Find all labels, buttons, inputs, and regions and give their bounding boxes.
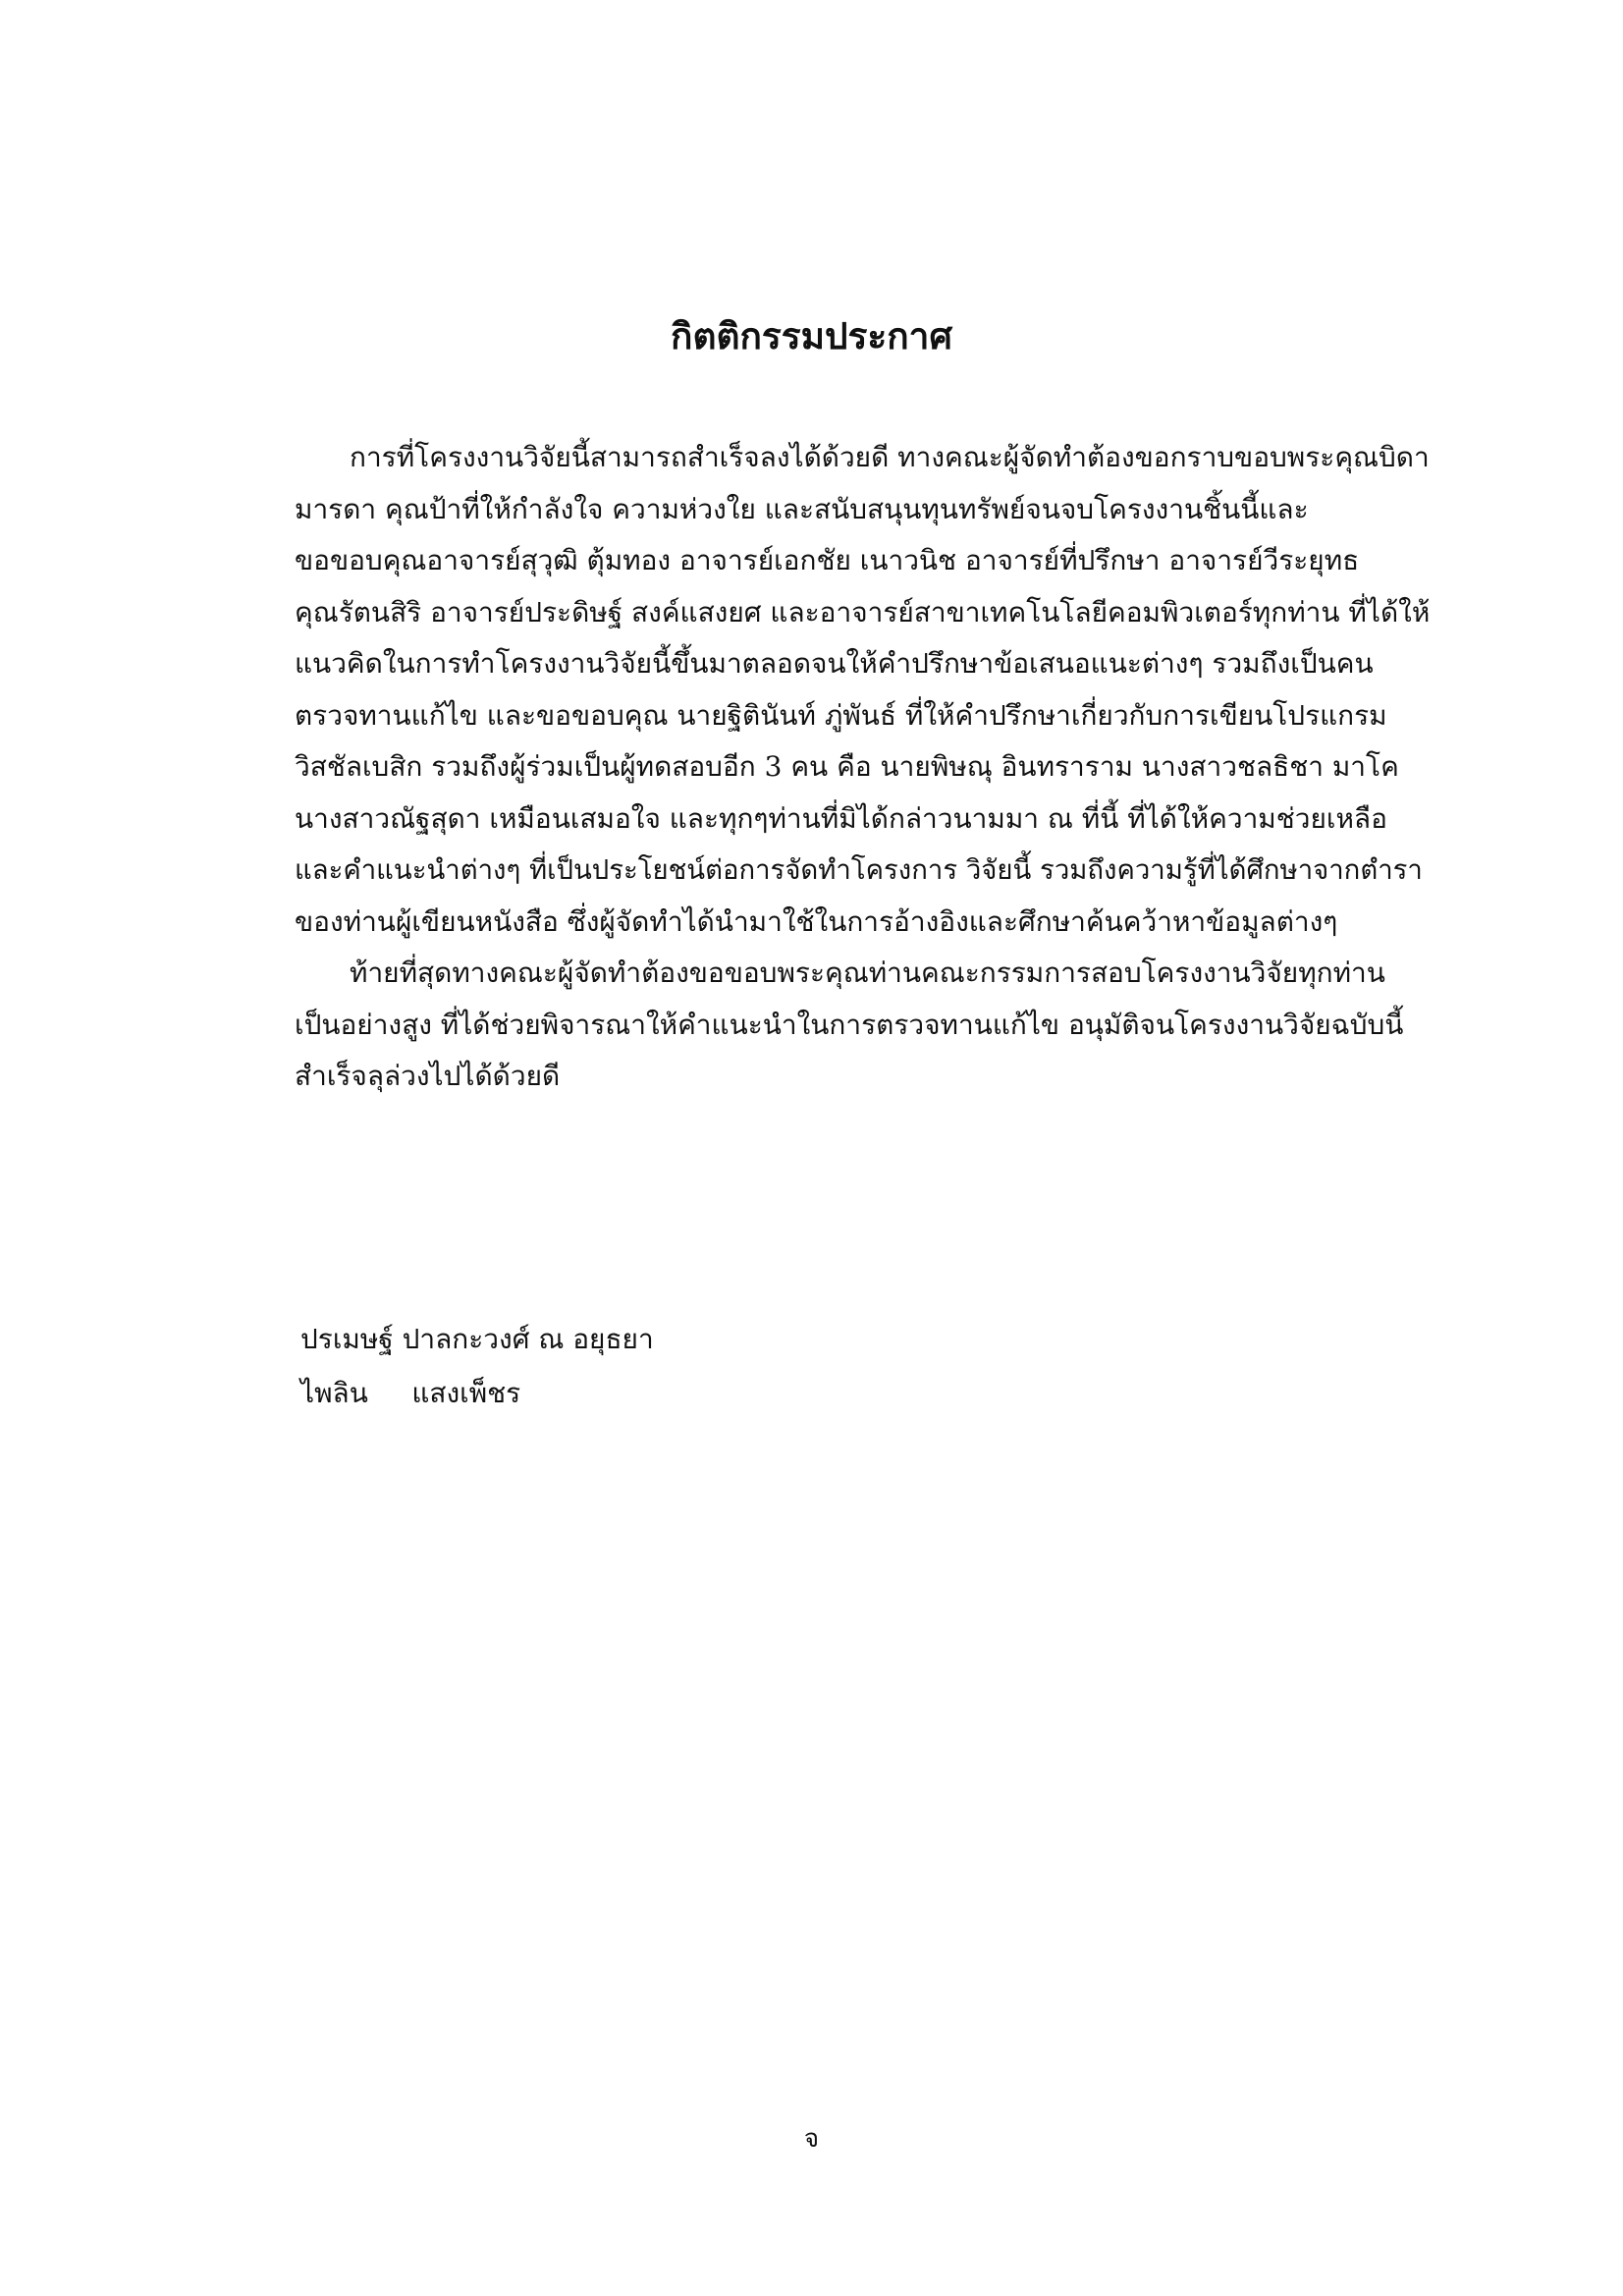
page-number: จ [803, 2124, 820, 2154]
paragraph-line: ของท่านผู้เขียนหนังสือ ซึ่งผู้จัดทำได้นำมาใช้ในการอ้างอิงและศึกษาค้นคว้าหาข้อมูลต่างๆ [295, 904, 1338, 938]
page-title: กิตติกรรมประกาศ [671, 314, 952, 357]
paragraph-line: วิสชัลเบสิก รวมถึงผู้ร่วมเป็นผู้ทดสอบอีก 3 คน คือ นายพิษณุ อินทราราม นางสาวชลธิชา มาโค [295, 750, 1399, 783]
acknowledgement-body [295, 432, 1434, 1103]
paragraph-line: นางสาวณัฐสุดา เหมือนเสมอใจ และทุกๆท่านที่มิได้กล่าวนามมา ณ ที่นี้ ที่ได้ให้ความช่วยเหลือ [295, 801, 1387, 835]
paragraph-line: คุณรัตนสิริ อาจารย์ประดิษฐ์ สงค์แสงยศ และอาจารย์สาขาเทคโนโลยีคอมพิวเตอร์ทุกท่าน ที่ได้ให้ [295, 595, 1431, 629]
paragraph-line: การที่โครงงานวิจัยนี้สามารถสำเร็จลงได้ด้วยดี ทางคณะผู้จัดทำต้องขอกราบขอบพระคุณบิดา [350, 441, 1430, 473]
paragraph-line: สำเร็จลุล่วงไปได้ด้วยดี [295, 1060, 561, 1092]
paragraph-line: แนวคิดในการทำโครงงานวิจัยนี้ขึ้นมาตลอดจนให้คำปรึกษาข้อเสนอแนะต่างๆ รวมถึงเป็นคน [295, 647, 1374, 680]
signature-block [300, 1312, 654, 1420]
signature-name: ไพลิน แสงเพ็ชร [300, 1377, 521, 1409]
paragraph-line: มารดา คุณป้าที่ให้กำลังใจ ความห่วงใย และสนับสนุนทุนทรัพย์จนจบโครงงานชิ้นนี้และ [295, 492, 1309, 525]
signature-name: ปรเมษฐ์ ปาลกะวงศ์ ณ อยุธยา [300, 1323, 654, 1355]
paragraph-line: ขอขอบคุณอาจารย์สุวุฒิ ตุ้มทอง อาจารย์เอกชัย เนาวนิช อาจารย์ที่ปรึกษา อาจารย์วีระยุทธ [295, 544, 1360, 576]
paragraph-line: ตรวจทานแก้ไข และขอขอบคุณ นายฐิตินันท์ ภู่พันธ์ ที่ให้คำปรึกษาเกี่ยวกับการเขียนโปรแกรม [295, 698, 1387, 732]
paragraph-line: เป็นอย่างสูง ที่ได้ช่วยพิจารณาให้คำแนะนำในการตรวจทานแก้ไข อนุมัติจนโครงงานวิจัยฉบับนี้ [295, 1008, 1404, 1041]
paragraph-line: ท้ายที่สุดทางคณะผู้จัดทำต้องขอขอบพระคุณท่านคณะกรรมการสอบโครงงานวิจัยทุกท่าน [350, 957, 1385, 989]
paragraph-line: และคำแนะนำต่างๆ ที่เป็นประโยชน์ต่อการจัดทำโครงการ วิจัยนี้ รวมถึงความรู้ที่ได้ศึกษาจากตำรา [295, 854, 1423, 886]
